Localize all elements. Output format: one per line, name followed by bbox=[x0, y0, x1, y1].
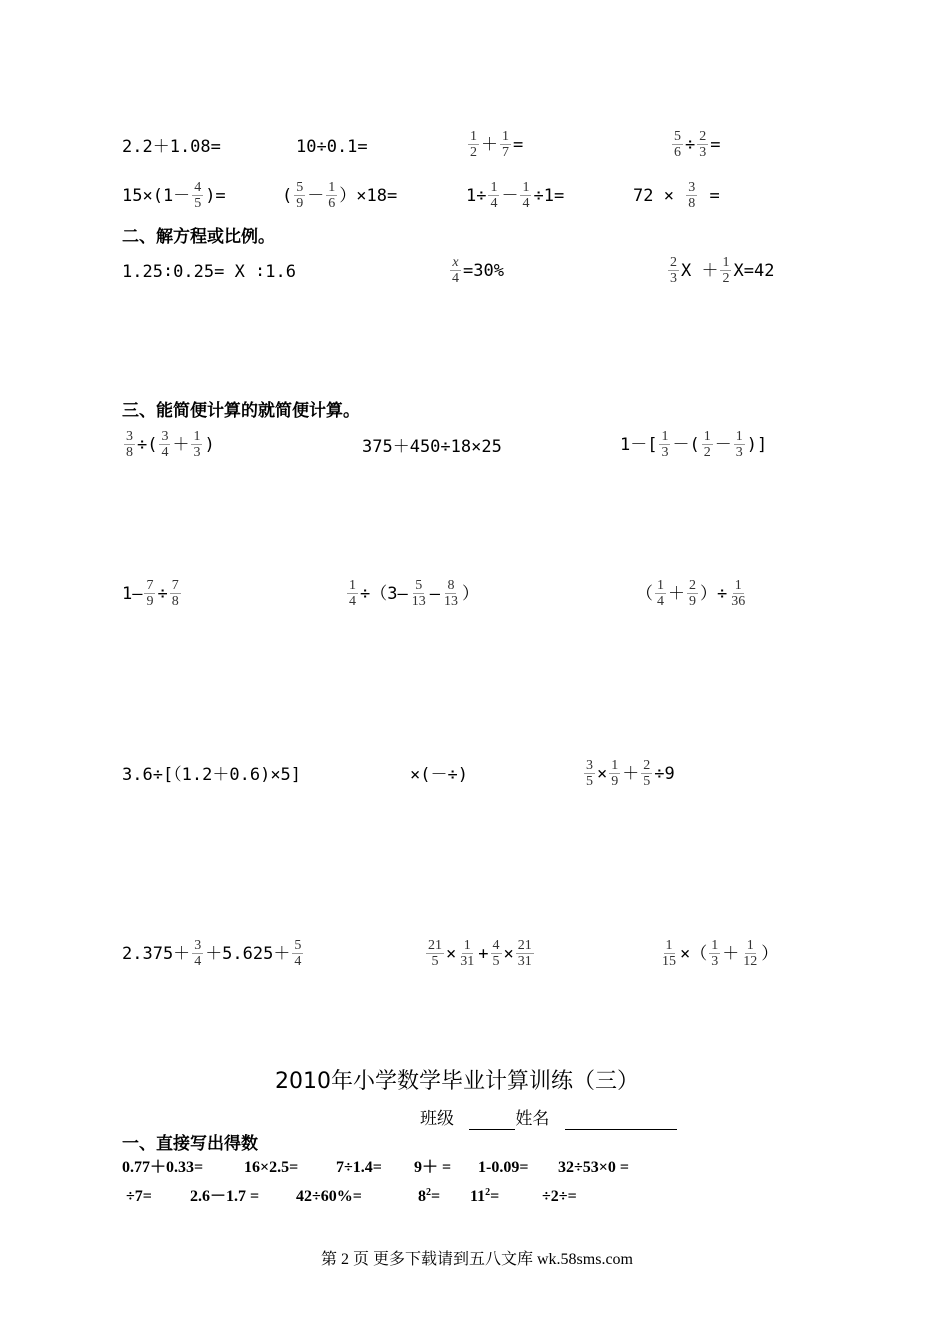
quick-item: $11^2=$ bbox=[470, 1187, 500, 1206]
fraction: $\frac{5}{9}$ bbox=[296, 180, 304, 211]
fraction: $\frac{2}{3}$ bbox=[670, 255, 677, 286]
expr-r2-b: ( $\frac{5}{9}$ － $\frac{1}{6}$ ）×18= bbox=[282, 180, 398, 211]
expr-r2-a: 15×(1－ $\frac{4}{5}$ )= bbox=[122, 180, 226, 211]
class-label: 班级 bbox=[420, 1109, 454, 1129]
fraction: $\frac{1}{3}$ bbox=[193, 429, 201, 460]
quick-item: ÷2÷= bbox=[542, 1188, 577, 1206]
fraction: $\frac{5}{4}$ bbox=[294, 938, 302, 969]
fraction: $\frac{x}{4}$ bbox=[452, 255, 459, 286]
equation-2: $\frac{x}{4}$ =30% bbox=[452, 255, 504, 286]
fraction: $\frac{21}{5}$ bbox=[428, 938, 442, 969]
problem-7: 3.6÷[（1.2＋0.6)×5] bbox=[122, 765, 302, 785]
problem-8: ×(－÷) bbox=[410, 765, 468, 785]
part3-heading: 一、直接写出得数 bbox=[122, 1134, 258, 1154]
fraction: $\frac{1}{4}$ bbox=[522, 180, 530, 211]
problem-10: 2.375＋ $\frac{3}{4}$ ＋5.625＋ $\frac{5}{4}$ bbox=[122, 938, 302, 969]
fraction: $\frac{1}{15}$ bbox=[662, 938, 676, 969]
expr-r1-b: 10÷0.1= bbox=[296, 137, 368, 157]
problem-2: 375＋450÷18×25 bbox=[362, 437, 502, 457]
section2-heading: 二、解方程或比例。 bbox=[122, 227, 275, 247]
quick-item: 16×2.5= bbox=[244, 1159, 299, 1176]
fraction: $\frac{1}{2}$ bbox=[703, 429, 711, 460]
fraction: $\frac{1}{4}$ bbox=[349, 578, 356, 609]
name-blank[interactable] bbox=[565, 1113, 677, 1130]
fraction: $\frac{3}{5}$ bbox=[586, 758, 593, 789]
quick-item: 32÷53×0 = bbox=[558, 1159, 630, 1176]
quick-item: ÷7= bbox=[126, 1188, 152, 1206]
problem-5: $\frac{1}{4}$ ÷（3— $\frac{5}{13}$ — $\frac{8}{13}$ ） bbox=[349, 578, 479, 609]
fraction: $\frac{1}{12}$ bbox=[743, 938, 758, 969]
expr-r1-a: 2.2＋1.08= bbox=[122, 137, 221, 157]
quick-row-1 bbox=[122, 1157, 629, 1179]
fraction: $\frac{2}{5}$ bbox=[643, 758, 651, 789]
page-title: 2010年小学数学毕业计算训练（三） bbox=[275, 1069, 639, 1094]
fraction: $\frac{7}{8}$ bbox=[171, 578, 179, 609]
problem-12: $\frac{1}{15}$ ×（ $\frac{1}{3}$ ＋ $\frac{1}{12}$ ） bbox=[662, 938, 779, 969]
fraction: $\frac{1}{4}$ bbox=[490, 180, 498, 211]
name-label: 姓名 bbox=[515, 1109, 550, 1129]
expr-r1-c: $\frac{1}{2}$ ＋ $\frac{1}{7}$ = bbox=[470, 129, 524, 160]
fraction: $\frac{8}{13}$ bbox=[443, 578, 458, 609]
problem-3: 1－[ $\frac{1}{3}$ －( $\frac{1}{2}$ － $\frac{1}{3}$ )] bbox=[620, 429, 768, 460]
expr-r2-d: 72 × $\frac{3}{8}$ = bbox=[633, 180, 720, 211]
fraction: $\frac{3}{4}$ bbox=[194, 938, 202, 969]
fraction: $\frac{1}{3}$ bbox=[661, 429, 669, 460]
fraction: $\frac{1}{4}$ bbox=[657, 578, 664, 609]
fraction: $\frac{1}{9}$ bbox=[611, 758, 619, 789]
quick-row-2 bbox=[126, 1182, 577, 1208]
class-name-line bbox=[420, 1108, 677, 1130]
fraction: $\frac{1}{6}$ bbox=[328, 180, 336, 211]
quick-item: 42÷60%= bbox=[296, 1188, 362, 1206]
fraction: $\frac{1}{3}$ bbox=[711, 938, 719, 969]
quick-item: 9＋ = bbox=[414, 1159, 452, 1176]
fraction: $\frac{1}{2}$ bbox=[722, 255, 730, 286]
equation-1: 1.25∶0.25= X ∶1.6 bbox=[122, 262, 296, 282]
fraction: $\frac{1}{31}$ bbox=[460, 938, 475, 969]
quick-item: 0.77＋0.33= bbox=[122, 1159, 204, 1176]
fraction: $\frac{3}{4}$ bbox=[161, 429, 169, 460]
problem-1: $\frac{3}{8}$ ÷( $\frac{3}{4}$ ＋ $\frac{1}{3}$ ) bbox=[126, 429, 215, 460]
fraction: $\frac{1}{36}$ bbox=[731, 578, 746, 609]
problem-4: 1— $\frac{7}{9}$ ÷ $\frac{7}{8}$ bbox=[122, 578, 179, 609]
fraction: $\frac{5}{13}$ bbox=[411, 578, 426, 609]
expr-r2-c: 1÷ $\frac{1}{4}$ － $\frac{1}{4}$ ÷1= bbox=[466, 180, 565, 211]
fraction: $\frac{1}{7}$ bbox=[502, 129, 509, 160]
quick-item: $8^2=$ bbox=[418, 1187, 441, 1206]
problem-6: （ $\frac{1}{4}$ ＋ $\frac{2}{9}$ ）÷ $\frac{1}{36}$ bbox=[636, 578, 746, 609]
quick-item: 7÷1.4= bbox=[336, 1159, 382, 1176]
equation-3: $\frac{2}{3}$ X ＋ $\frac{1}{2}$ X=42 bbox=[670, 255, 775, 286]
problem-11: $\frac{21}{5}$ × $\frac{1}{31}$ + $\frac{4}{5}$ × $\frac{21}{31}$ bbox=[428, 938, 532, 969]
fraction: $\frac{3}{8}$ bbox=[126, 429, 133, 460]
fraction: $\frac{21}{31}$ bbox=[517, 938, 532, 969]
fraction: $\frac{4}{5}$ bbox=[194, 180, 202, 211]
fraction: $\frac{3}{8}$ bbox=[688, 180, 696, 211]
section3-heading: 三、能简便计算的就简便计算。 bbox=[122, 401, 360, 421]
fraction: $\frac{4}{5}$ bbox=[492, 938, 500, 969]
fraction: $\frac{1}{2}$ bbox=[470, 129, 477, 160]
fraction: $\frac{2}{9}$ bbox=[689, 578, 696, 609]
problem-9: $\frac{3}{5}$ × $\frac{1}{9}$ ＋ $\frac{2}{5}$ ÷9 bbox=[586, 758, 675, 789]
fraction: $\frac{1}{3}$ bbox=[735, 429, 743, 460]
fraction: $\frac{7}{9}$ bbox=[146, 578, 154, 609]
quick-item: 2.6－1.7 = bbox=[190, 1188, 260, 1206]
page-footer: 第 2 页 更多下载请到五八文库 wk.58sms.com bbox=[321, 1251, 634, 1268]
quick-item: 1-0.09= bbox=[478, 1159, 529, 1176]
class-blank[interactable] bbox=[469, 1113, 515, 1130]
fraction: $\frac{2}{3}$ bbox=[699, 129, 707, 160]
expr-r1-d: $\frac{5}{6}$ ÷ $\frac{2}{3}$ = bbox=[674, 129, 721, 160]
fraction: $\frac{5}{6}$ bbox=[674, 129, 681, 160]
